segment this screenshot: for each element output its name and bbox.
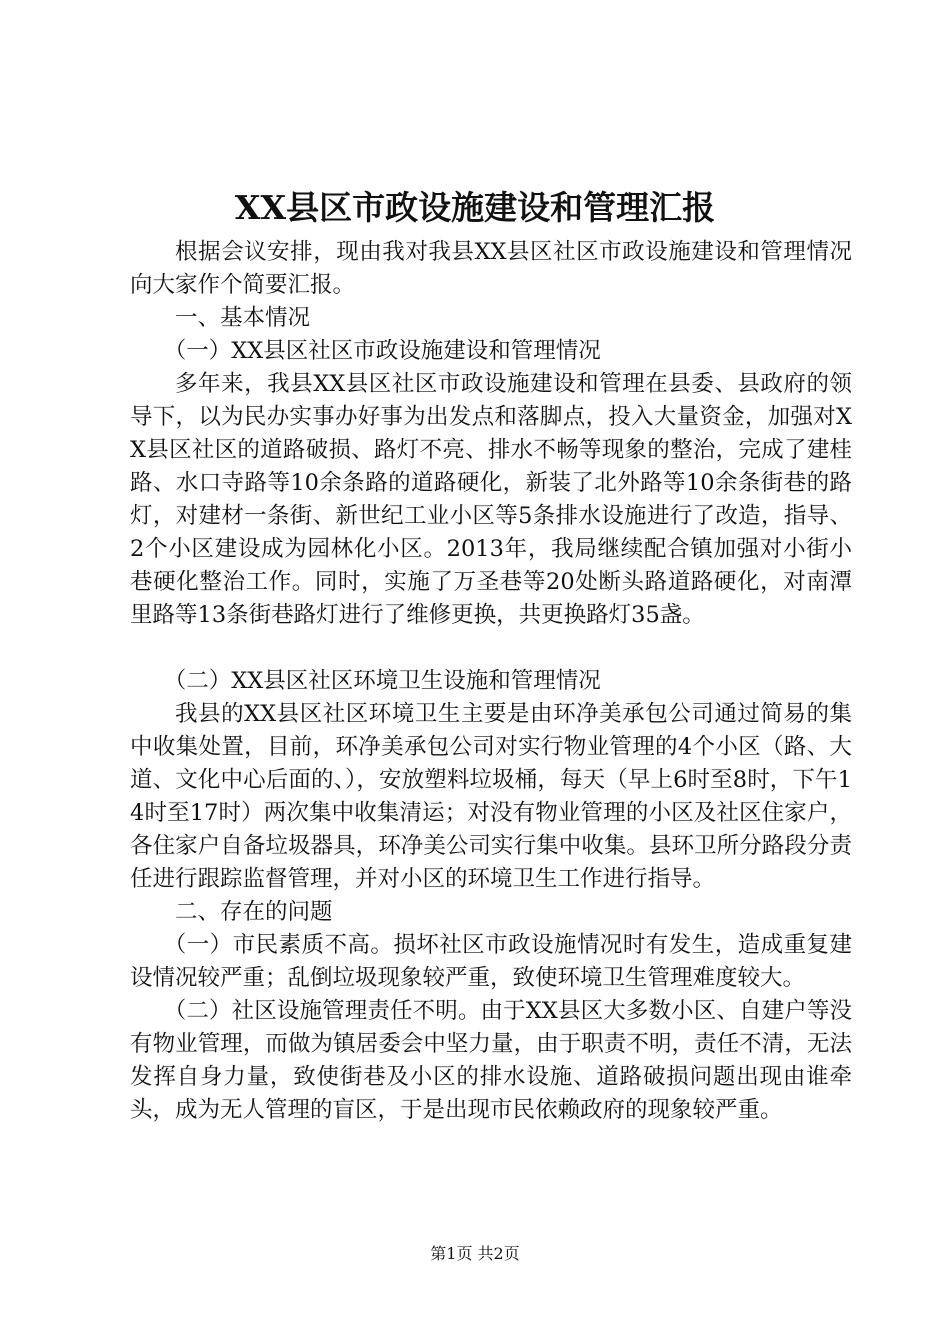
section-heading-problems: 二、存在的问题 [175,899,333,925]
document-title: XX县区市政设施建设和管理汇报 [234,188,716,227]
blank-line [130,632,852,665]
document-body [130,236,852,1127]
intro-paragraph: 根据会议安排，现由我对我县XX县区社区市政设施建设和管理情况向大家作个简要汇报。 [130,239,852,298]
problem-paragraph-2: （二）社区设施管理责任不明。由于XX县区大多数小区、自建户等没有物业管理，而做为镇居委会中坚力量，由于职责不明，责任不清，无法发挥自身力量，致使街巷及小区的排水设施、道路破损问题出现由谁牵头，成为无人管理的盲区，于是出现市民依赖政府的现象较严重。 [130,998,852,1123]
sanitation-paragraph: 我县的XX县区社区环境卫生主要是由环净美承包公司通过简易的集中收集处置，目前，环净美承包公司对实行物业管理的4个小区（路、大道、文化中心后面的、），安放塑料垃圾桶，每天（早上6时至8时，下午14时至17时）两次集中收集清运；对没有物业管理的小区及社区住家户，各住家户自备垃圾器具，环净美公司实行集中收集。县环卫所分路段分责任进行跟踪监督管理，并对小区的环境卫生工作进行指导。 [130,701,852,892]
subsection-heading-sanitation: （二）XX县区社区环境卫生设施和管理情况 [163,668,601,694]
subsection-heading-municipal: （一）XX县区社区市政设施建设和管理情况 [163,338,601,364]
problem-paragraph-1: （一）市民素质不高。损坏社区市政设施情况时有发生，造成重复建设情况较严重；乱倒垃圾现象较严重，致使环境卫生管理难度较大。 [130,932,852,991]
page-footer: 第1页 共2页 [430,1244,520,1263]
municipal-paragraph: 多年来，我县XX县区社区市政设施建设和管理在县委、县政府的领导下，以为民办实事办好事为出发点和落脚点，投入大量资金，加强对XX县区社区的道路破损、路灯不亮、排水不畅等现象的整治，完成了建桂路、水口寺路等10余条路的道路硬化，新装了北外路等10余条街巷的路灯，对建材一条街、新世纪工业小区等5条排水设施进行了改造，指导、2个小区建设成为园林化小区。2013年，我局继续配合镇加强对小街小巷硬化整治工作。同时，实施了万圣巷等20处断头路道路硬化，对南潭里路等13条街巷路灯进行了维修更换，共更换路灯35盏。 [130,371,852,628]
section-heading-basic: 一、基本情况 [175,305,311,331]
